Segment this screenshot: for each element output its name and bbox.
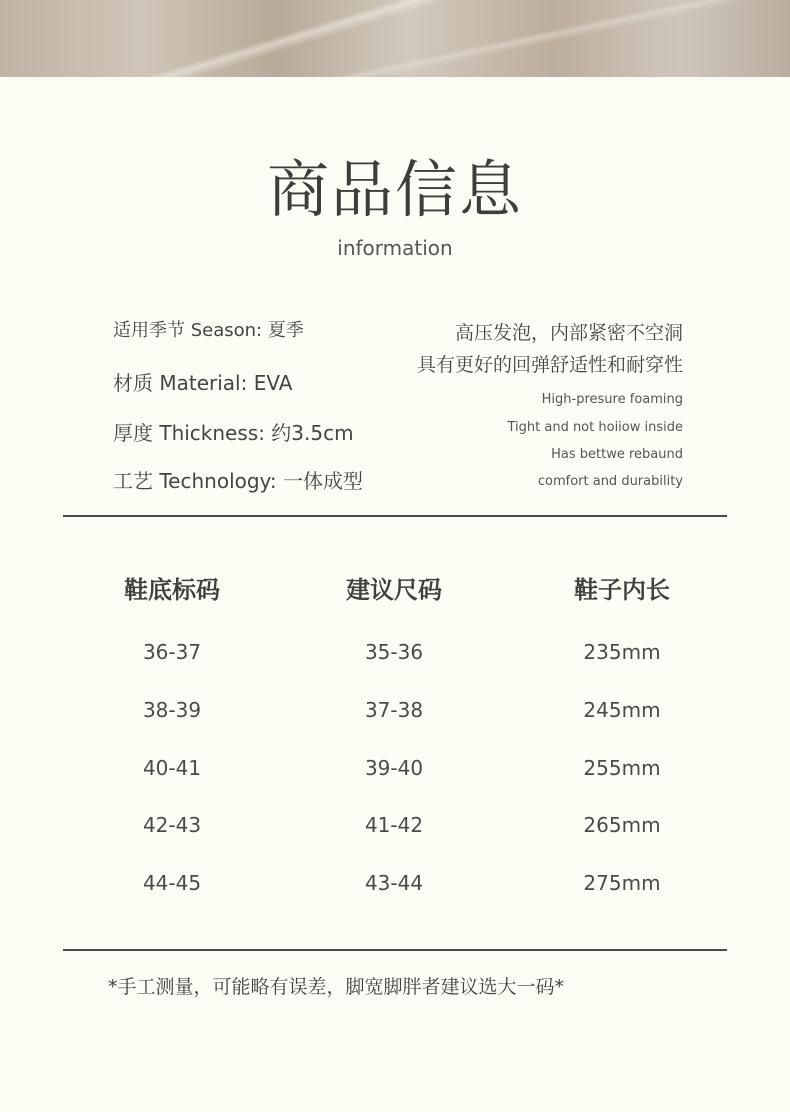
feature-cn-line: 高压发泡，内部紧密不空洞 (454, 322, 683, 344)
table-header: 鞋底标码 (124, 576, 220, 604)
table-cell: 36-37 (142, 640, 202, 664)
table-cell: 265mm (583, 813, 661, 837)
spec-thickness: 厚度 Thickness: 约3.5cm (113, 421, 354, 445)
divider-top (63, 515, 727, 517)
divider-bottom (63, 949, 727, 951)
table-cell: 255mm (583, 756, 661, 780)
spec-season: 适用季节 Season: 夏季 (113, 320, 304, 341)
footer-note: *手工测量，可能略有误差，脚宽脚胖者建议选大一码* (108, 976, 565, 998)
table-cell: 40-41 (142, 756, 202, 780)
table-cell: 275mm (583, 871, 661, 895)
page-title: 商品信息 (266, 153, 523, 226)
page-subtitle: information (337, 236, 453, 260)
table-cell: 42-43 (142, 813, 202, 837)
spec-material: 材质 Material: EVA (113, 371, 293, 395)
spec-technology: 工艺 Technology: 一体成型 (113, 469, 364, 493)
feature-en-line: comfort and durability (537, 474, 683, 489)
table-cell: 38-39 (142, 698, 202, 722)
table-cell: 245mm (583, 698, 661, 722)
feature-cn-line: 具有更好的回弹舒适性和耐穿性 (416, 354, 683, 376)
table-cell: 39-40 (364, 756, 424, 780)
wood-texture-banner (0, 0, 790, 77)
table-cell: 35-36 (364, 640, 424, 664)
table-header: 建议尺码 (346, 576, 442, 604)
feature-en-line: High-presure foaming (541, 392, 683, 407)
table-cell: 235mm (583, 640, 661, 664)
table-header: 鞋子内长 (574, 576, 670, 604)
feature-en-line: Has bettwe rebaund (551, 447, 683, 462)
table-cell: 43-44 (364, 871, 424, 895)
table-cell: 37-38 (364, 698, 424, 722)
feature-en-line: Tight and not hoiiow inside (507, 420, 683, 435)
table-cell: 41-42 (364, 813, 424, 837)
table-cell: 44-45 (142, 871, 202, 895)
